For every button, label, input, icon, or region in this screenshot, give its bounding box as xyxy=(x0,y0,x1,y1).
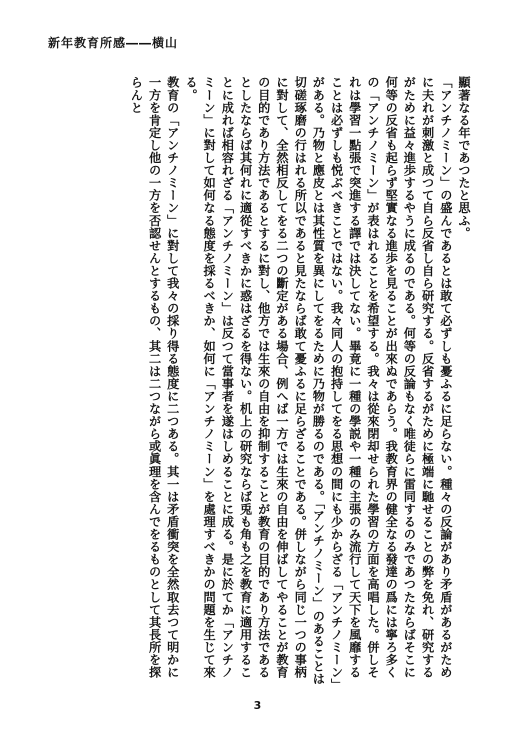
body-text xyxy=(60,76,473,686)
paragraph: 顯著なる年であつたと思ふ。 xyxy=(457,76,471,240)
page-number: 3 xyxy=(253,699,262,712)
paragraph: 「アンチノミーン」の盛んであるとは敢て必ずしも憂ふるに足らない。種々の反論があり矛盾があるがために夫れが刺激と成つて自ら反省し自ら研究する。反省するがために極端に馳せることの弊を免れ、研究するがために益々進歩するやうに成るのである。何等の反論もなく唯徒らに雷同するのみであつたならばそこに何等の反省も起らず堅實なる進歩を見ることが出來ぬであらう。我教育界の健全なる發達の爲には寧ろ多くの「アンチノミーン」が表はれることを希望する。我々は從來閉却せられた學習の方面を高唱した。併しそれは學習一點張で突進する譯では決してない。畢竟に一種の學説や一種の主張のみ流行して天下を風靡することは必ずしも悦ぶべきことではない。我々同人の抱持してをる思想の間にも少からざる「アンチノミーン」がある。乃物と應皮とは其性質を異にしてをるために乃物が勝るのである。「アンチノミーン」のあることは切磋琢磨の行はれる所以であると見たならば敢て憂ふるに足らざることである。併しながら同じ一つの事柄に對して、全然相反してをる二つの斷定がある場合、例へば一方では生來の自由を伸ばしてやることが教育の目的であり方法であるとするに對し、他方では生來の自由を抑制することが教育の目的であり方法であるとしたならば其何れに適從すべきかに惑はざるを得ない。机上の研究ならば兎も角も之を教育に適用することに成れば相容れざる「アンチノミーン」は反つて當事者を遂はしめることに成る。是に於てか「アンチノミーン」に對して如何なる態度を採るべきか、如何に「アンチノミーン」を處理すべきかの問題を生じて來る。 xyxy=(183,76,453,685)
paragraph: 教育の「アンチノミーン」に對して我々の採り得る態度に二つある。其一は矛盾衝突を全然取去つて明かに一方を肯定し他の一方を否認せんとするもの、其二は二つながら或眞理を含んでをるものとして其長所を探らんと xyxy=(129,76,180,679)
running-header: 新年教育所感――横山 xyxy=(48,36,179,50)
